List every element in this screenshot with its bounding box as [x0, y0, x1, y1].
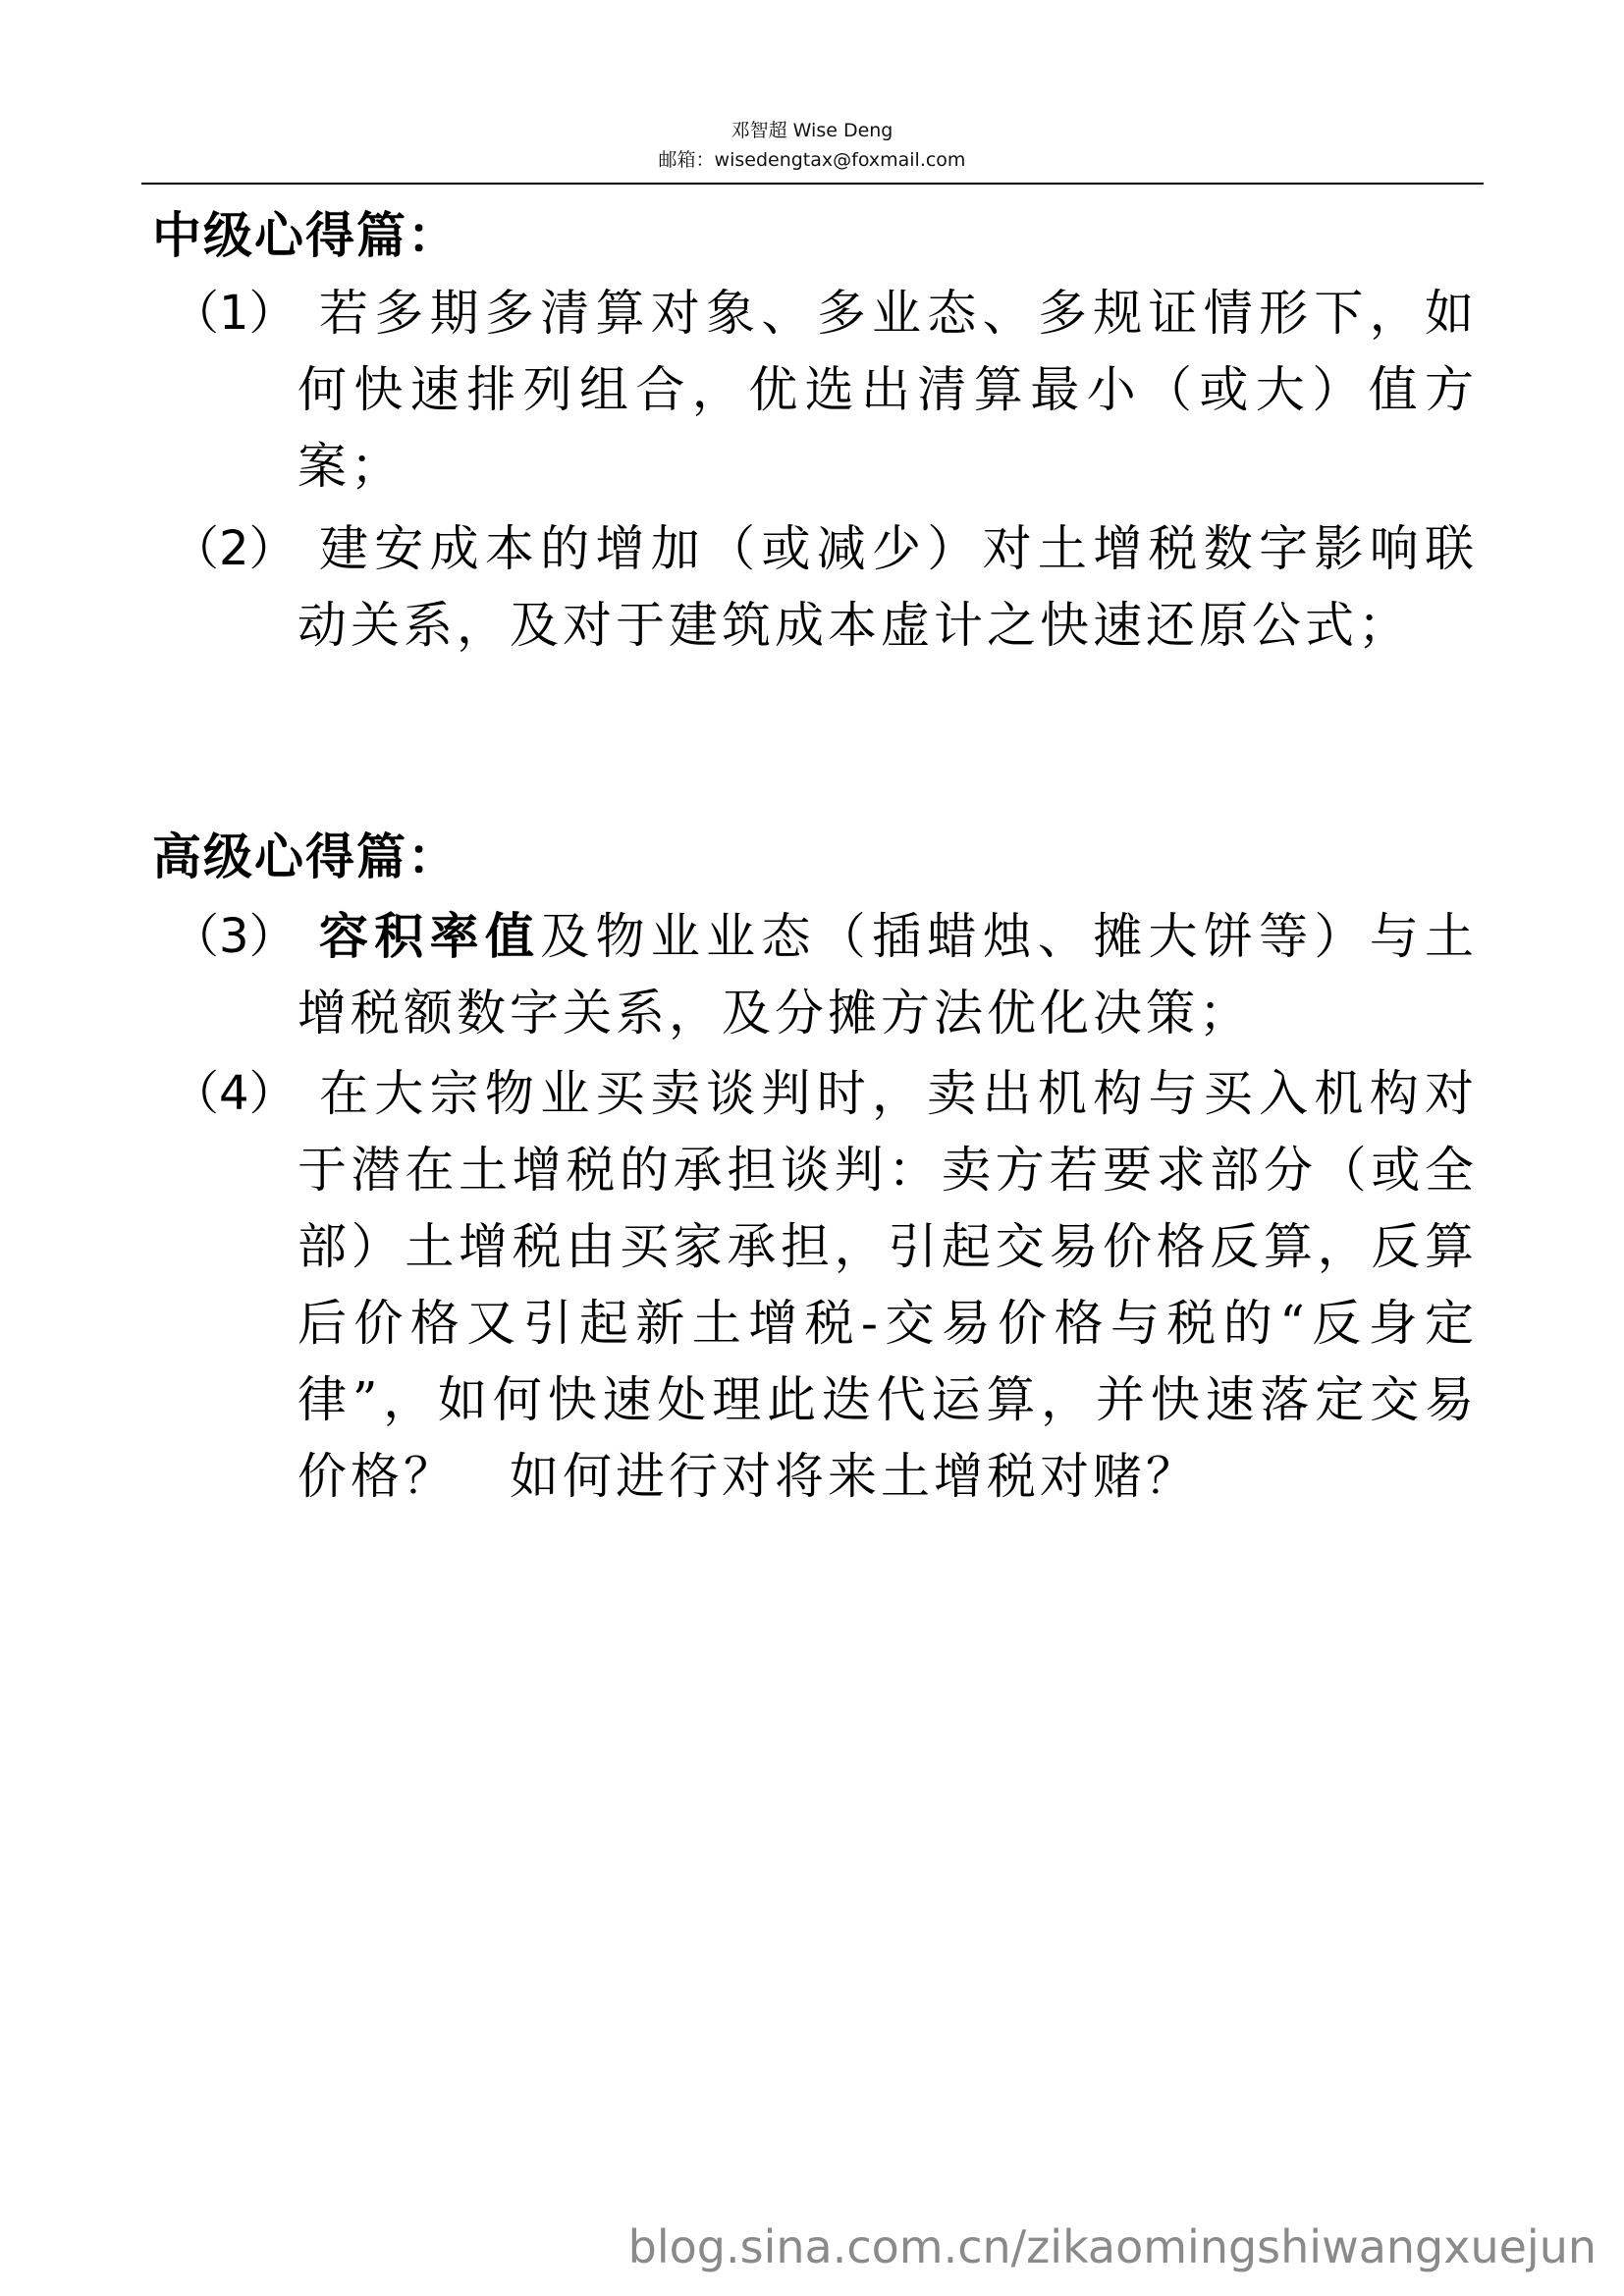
email-line: 邮箱：wisedengtax@foxmail.com: [658, 149, 966, 171]
item-text-rest: 及物业业态（插蜡烛、摊大饼等）与土增税额数字关系，及分摊方法优化决策；: [298, 908, 1479, 1041]
item-marker: （3）: [172, 909, 297, 964]
item-marker: （1）: [172, 286, 297, 341]
emphasis-text: 容积率值: [319, 907, 541, 965]
list-item-2: [172, 510, 1478, 664]
list-item-4: [172, 1055, 1478, 1515]
item-text: [298, 898, 1478, 1051]
item-text: 若多期多清算对象、多业态、多规证情形下，如何快速排列组合，优选出清算最小（或大）值方案；: [298, 285, 1478, 495]
list-item-3: [172, 898, 1478, 1051]
author-line: 邓智超 Wise Deng: [731, 120, 893, 141]
item-text: 建安成本的增加（或减少）对土增税数字影响联动关系，及对于建筑成本虚计之快速还原公式；: [298, 520, 1478, 654]
watermark: blog.sina.com.cn/zikaomingshiwangxuejun: [627, 2220, 1597, 2273]
header-divider: [141, 183, 1484, 185]
section-heading-intermediate: 中级心得篇：: [152, 206, 459, 264]
section-heading-advanced: 高级心得篇：: [152, 828, 459, 885]
item-marker: （4）: [172, 1066, 297, 1121]
item-marker: （2）: [172, 521, 297, 576]
page-header: [0, 116, 1624, 175]
list-item-1: [172, 275, 1478, 505]
item-text: 在大宗物业买卖谈判时，卖出机构与买入机构对于潜在土增税的承担谈判：卖方若要求部分（或全部）土增税由买家承担，引起交易价格反算，反算后价格又引起新土增税-交易价格与税的“反身定律”，如何快速处理此迭代运算，并快速落定交易价格？ 如何进行对将来土增税对赌？: [298, 1065, 1478, 1505]
